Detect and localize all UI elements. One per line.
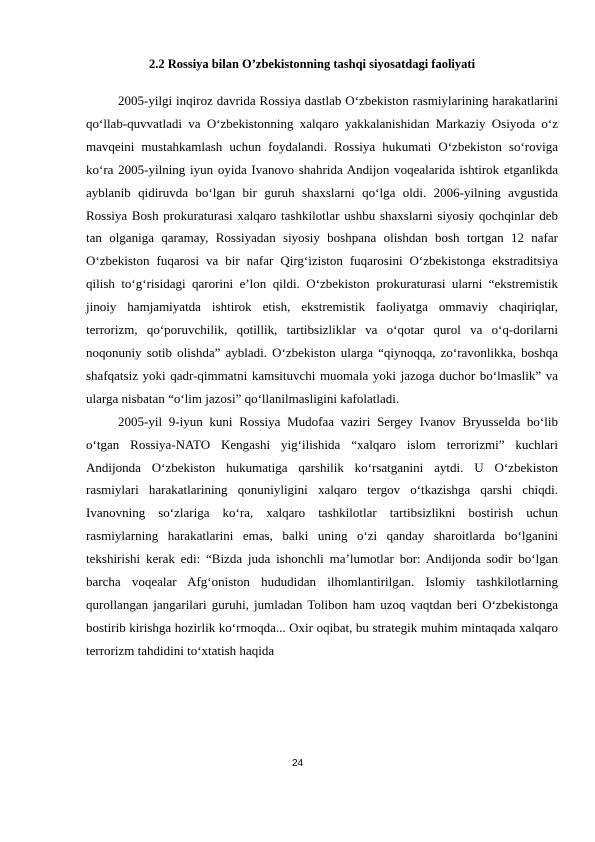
paragraph: 2005-yilgi inqiroz davrida Rossiya dastlab O‘zbekiston rasmiylarining harakatlarini qo‘llab-quvvatladi va O‘zbekistonning xalqaro yakkalanishidan Markaziy Osiyoda o‘z mavqeini mustahkamlash uchun foydalandi. Rossiya hukumati O‘zbekiston so‘roviga ko‘ra 2005-yilning iyun oyida Ivanovo shahrida Andijon voqealarida ishtirok etganlikda ayblanib qidiruvda bo‘lgan bir guruh shaxslarni qo‘lga oldi. 2006-yilning avgustida Rossiya Bosh prokuraturasi xalqaro tashkilotlar ushbu shaxslarni siyosiy qochqinlar deb tan olganiga qaramay, Rossiyadan siyosiy boshpana olishdan bosh tortgan 12 nafar O‘zbekiston fuqarosi va bir nafar Qirg‘iziston fuqarosini O‘zbekistonga ekstraditsiya qilish to‘g‘risidagi qarorini e’lon qildi. O‘zbekiston prokuraturasi ularni “ekstremistik jinoiy hamjamiyatda ishtirok etish, ekstremistik faoliyatga ommaviy chaqiriqlar, terrorizm, qo‘poruvchilik, qotillik, tartibsizliklar va o‘qotar qurol va o‘q-dorilarni noqonuniy sotib olishda” aybladi. O‘zbekiston ularga “qiynoqqa, zo‘ravonlikka, boshqa shafqatsiz yoki qadr-qimmatni kamsituvchi muomala yoki jazoga duchor bo‘lmaslik” va ularga nisbatan “o‘lim jazosi” qo‘llanilmasligini kafolatladi. [86,93,558,406]
section-heading: 2.2 Rossiya bilan O’zbekistonning tashqi siyosatdagi faoliyati [148,57,476,71]
paragraph: 2005-yil 9-iyun kuni Rossiya Mudofaa vaziri Sergey Ivanov Bryusselda bo‘lib o‘tgan Rossiya-NATO Kengashi yig‘ilishida “xalqaro islom terrorizmi” kuchlari Andijonda O‘zbekiston hukumatiga qarshilik ko‘rsatganini aytdi. U O‘zbekiston rasmiylari harakatlarining qonuniyligini xalqaro tergov o‘tkazishga qarshi chiqdi. Ivanovning so‘zlariga ko‘ra, xalqaro tashkilotlar tartibsizlikni bostirish uchun rasmiylarning harakatlarini emas, balki uning o‘zi qanday sharoitlarda bo‘lganini tekshirishi kerak edi: “Bizda juda ishonchli ma’lumotlar bor: Andijonda sodir bo‘lgan barcha voqealar Afg‘oniston hududidan ilhomlantirilgan. Islomiy tashkilotlarning qurollangan jangarilari guruhi, jumladan Tolibon ham uzoq vaqtdan beri O‘zbekistonga bostirib kirishga hozirlik ko‘rmoqda... Oxir oqibat, bu strategik muhim mintaqada xalqaro terrorizm tahdidini to‘xtatish haqida [86,413,558,658]
page-number: 24 [291,758,304,769]
body-text [86,90,558,663]
